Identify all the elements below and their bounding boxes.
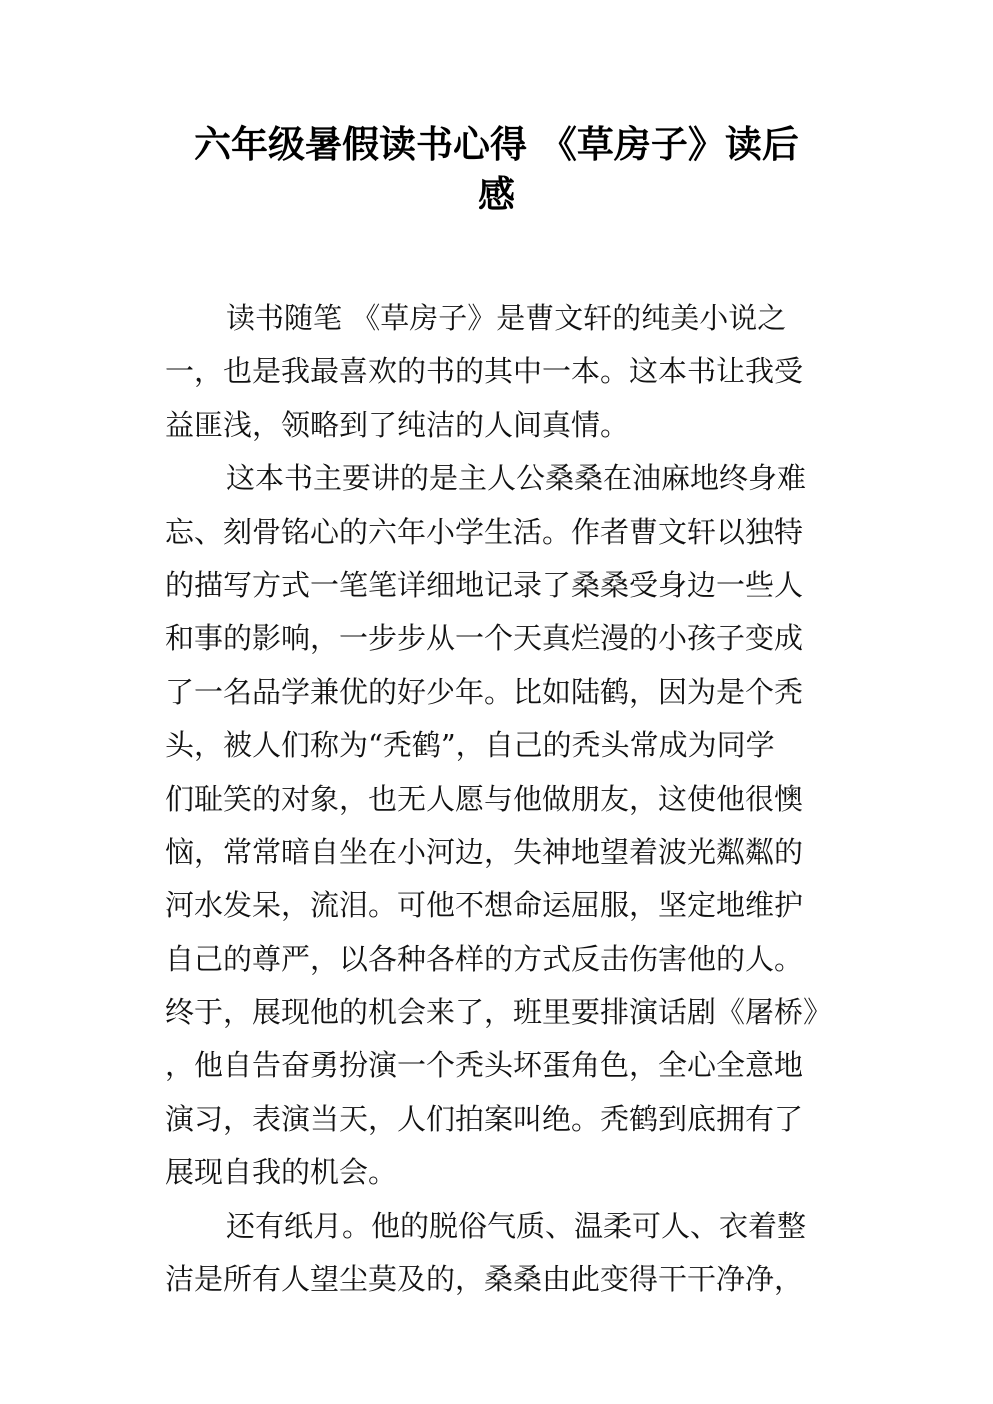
document-title: [150, 120, 843, 220]
paragraph-2-line-13: 演习，表演当天，人们拍案叫绝。秃鹤到底拥有了: [165, 1101, 804, 1136]
paragraph-1-line-3: 益匪浅，领略到了纯洁的人间真情。: [165, 407, 630, 442]
paragraph-1-line-2: 一，也是我最喜欢的书的其中一本。这本书让我受: [165, 354, 804, 389]
paragraph-2-line-5: 了一名品学兼优的好少年。比如陆鹤，因为是个秃: [165, 674, 804, 709]
document-body: [165, 292, 855, 1306]
paragraph-2-line-10: 自己的尊严，以各种各样的方式反击伤害他的人。: [165, 941, 804, 976]
title-line-2: 感: [478, 173, 515, 216]
title-line-1: 六年级暑假读书心得 《草房子》读后: [194, 123, 799, 166]
paragraph-2-line-3: 的描写方式一笔笔详细地记录了桑桑受身边一些人: [165, 567, 804, 602]
paragraph-2-line-11: 终于，展现他的机会来了，班里要排演话剧《屠桥》: [165, 995, 833, 1030]
paragraph-1-line-1: 读书随笔 《草房子》是曹文轩的纯美小说之: [226, 301, 787, 335]
paragraph-3-line-1: 还有纸月。他的脱俗气质、温柔可人、衣着整: [226, 1208, 807, 1243]
paragraph-2-line-14: 展现自我的机会。: [165, 1155, 398, 1190]
paragraph-2-line-9: 河水发呆，流泪。可他不想命运屈服，坚定地维护: [165, 888, 804, 923]
paragraph-2-line-8: 恼，常常暗自坐在小河边，失神地望着波光粼粼的: [165, 834, 804, 869]
paragraph-2-line-6: 头，被人们称为“秃鹤”，自己的秃头常成为同学: [165, 728, 775, 763]
paragraph-2-line-12: ，他自告奋勇扮演一个秃头坏蛋角色，全心全意地: [165, 1048, 804, 1083]
paragraph-2-line-2: 忘、刻骨铭心的六年小学生活。作者曹文轩以独特: [165, 514, 804, 549]
paragraph-2-line-4: 和事的影响，一步步从一个天真烂漫的小孩子变成: [165, 621, 804, 656]
paragraph-3-line-2: 洁是所有人望尘莫及的，桑桑由此变得干干净净，: [165, 1262, 804, 1297]
paragraph-2-line-1: 这本书主要讲的是主人公桑桑在油麻地终身难: [226, 461, 807, 496]
paragraph-2-line-7: 们耻笑的对象，也无人愿与他做朋友，这使他很懊: [165, 781, 804, 816]
